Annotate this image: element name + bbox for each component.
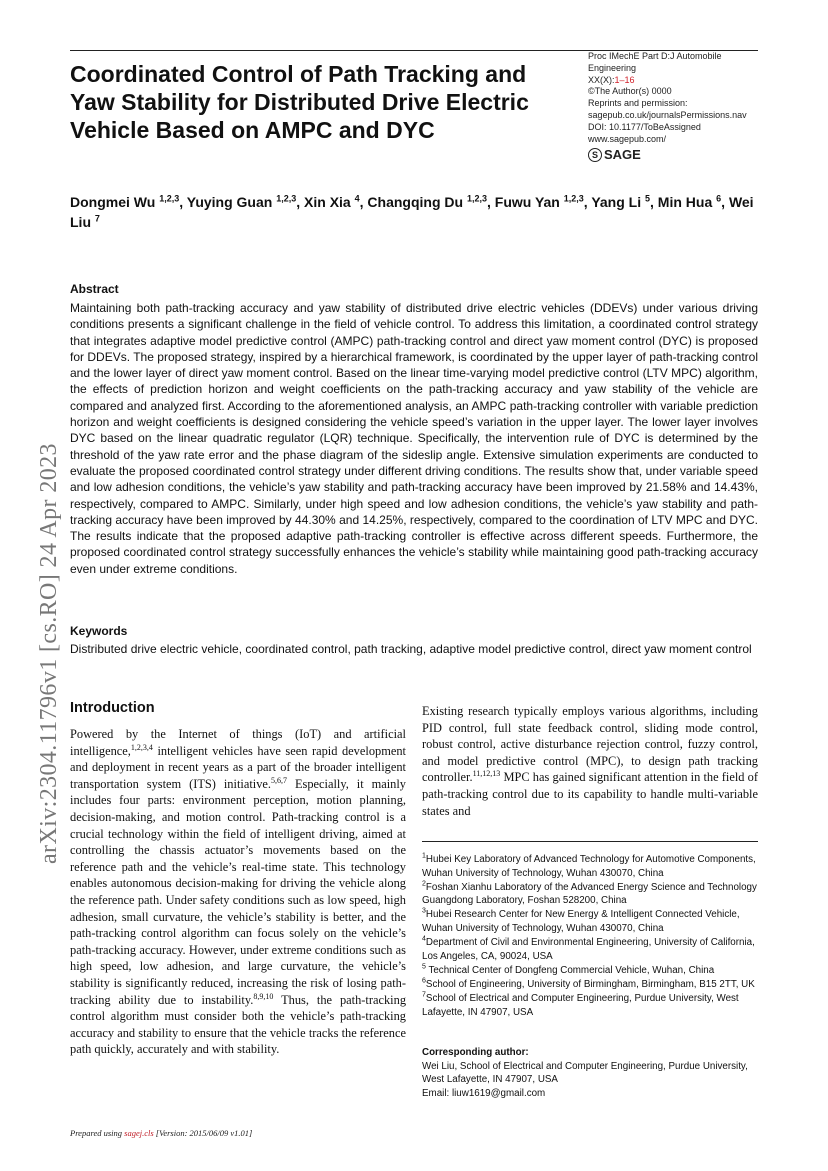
author-affiliation-mark: 4	[354, 193, 360, 204]
intro-paragraph-2: Existing research typically employs various algorithms, including PID control, full state feedback control, sliding mode control, robust control, active disturbance rejection control, fuzzy control, and model predictive control (MPC), to design path tracking controller.$^{11,12,13}$ MPC has gained significant attention in the field of path-tracking control due to its capability to handle multi-variable states and	[422, 704, 758, 818]
corresponding-author	[422, 1046, 762, 1100]
page-footer: Prepared using sagej.cls [Version: 2015/06/09 v1.01]	[70, 1128, 253, 1138]
abstract-text: Maintaining both path-tracking accuracy and yaw stability of distributed drive electric vehicles (DDEVs) under various driving conditions presents a significant challenge in the field of vehicle control. To address this limitation, a coordinated control strategy that integrates adaptive model predictive control (AMPC) path-tracking control and direct yaw moment control (DYC) is proposed for DDEVs. The proposed strategy, inspired by a hierarchical framework, is coordinated by the upper layer of path-tracking control and the lower layer of direct yaw moment control. Based on the linear time-varying model predictive control (LTV MPC) algorithm, the effects of prediction horizon and weight coefficients on the path-tracking accuracy and yaw stability of the vehicle are compared and analyzed first. According to the aforementioned analysis, an AMPC path-tracking controller with variable prediction horizon and weight coefficients is designed considering the vehicle speed’s variation in the upper layer. The lower layer involves DYC based on the linear quadratic regulator (LQR) technique. Specifically, the intervention rule of DYC is determined by the threshold of the yaw rate error and the phase diagram of the sideslip angle. Extensive simulation experiments are conducted to evaluate the proposed coordinated control strategy under different driving conditions. The results show that, under variable speed and low adhesion conditions, the vehicle’s yaw stability and path-tracking accuracy have been improved by 21.58% and 14.43%, respectively, compared to AMPC. Similarly, under high speed and low adhesion conditions, the vehicle’s yaw stability and path-tracking accuracy have been improved by 44.30% and 14.25%, respectively, compared to the coordination of LTV MPC and DYC. The results indicate that the proposed adaptive path-tracking controller is effective across different speeds. Furthermore, the proposed coordinated control strategy successfully enhances the vehicle’s stability while maintaining good path-tracking accuracy even under extreme conditions.	[70, 301, 758, 576]
arxiv-identifier[interactable]: arXiv:2304.11796v1 [cs.RO] 24 Apr 2023	[36, 443, 62, 864]
keywords-heading: Keywords	[70, 624, 128, 638]
issue-pages-link[interactable]: 1–16	[614, 74, 635, 85]
author-affiliation-mark: 1,2,3	[563, 193, 584, 204]
author-affiliation-mark: 1,2,3	[159, 193, 180, 204]
journal-website-link[interactable]: www.sagepub.com/	[588, 133, 667, 144]
citation-ref[interactable]: 1,2,3,4	[130, 742, 153, 752]
author-name: Min Hua $^6$	[657, 193, 722, 210]
affiliation-item: $^7$School of Electrical and Computer Engineering, Purdue University, West Lafayette, IN 47907, USA	[422, 991, 739, 1018]
keywords-text: Distributed drive electric vehicle, coordinated control, path tracking, adaptive model predictive control, direct yaw moment control	[70, 642, 752, 656]
reprints-label: Reprints and permission:	[588, 98, 688, 109]
affiliations-list	[422, 853, 762, 1020]
sage-logo: S SAGE	[588, 147, 641, 162]
corresponding-email[interactable]: Email: liuw1619@gmail.com	[422, 1087, 546, 1099]
journal-name: Proc IMechE Part D:J Automobile Engineering	[588, 51, 722, 73]
sage-logo-icon: S	[588, 148, 602, 162]
affiliation-item: $^6$School of Engineering, University of Birmingham, Birmingham, B15 2TT, UK	[422, 977, 755, 990]
author-name: Xin Xia $^4$	[304, 193, 360, 210]
introduction-heading: Introduction	[70, 700, 155, 716]
author-name: Fuwu Yan $^{1,2,3}$	[494, 193, 584, 210]
reprints-link[interactable]: sagepub.co.uk/journalsPermissions.nav	[588, 109, 747, 120]
doi: DOI: 10.1177/ToBeAssigned	[588, 121, 701, 132]
author-affiliation-mark: 6	[716, 193, 722, 204]
affiliation-item: $^4$Department of Civil and Environmental Engineering, University of California, Los Angeles, CA, 90024, USA	[422, 935, 755, 962]
author-affiliation-mark: 1,2,3	[466, 193, 487, 204]
author-name: Yang Li $^5$	[591, 193, 651, 210]
citation-ref[interactable]: 11,12,13	[472, 769, 501, 779]
corresponding-text: Wei Liu, School of Electrical and Computer Engineering, Purdue University, West Lafayette, IN 47907, USA	[422, 1060, 748, 1086]
corresponding-heading: Corresponding author:	[422, 1047, 529, 1058]
citation-ref[interactable]: 8,9,10	[253, 991, 274, 1001]
author-name: Dongmei Wu $^{1,2,3}$	[70, 193, 180, 210]
citation-ref[interactable]: 5,6,7	[271, 775, 288, 785]
affiliation-item: $^5$ Technical Center of Dongfeng Commercial Vehicle, Wuhan, China	[422, 963, 715, 976]
affiliation-item: $^2$Foshan Xianhu Laboratory of the Advanced Energy Science and Technology Guangdong Laboratory, Foshan 528200, China	[422, 880, 757, 907]
author-affiliation-mark: 7	[94, 213, 100, 224]
affiliation-item: $^3$Hubei Research Center for New Energy & Intelligent Connected Vehicle, Wuhan University of Technology, Wuhan 430070, China	[422, 908, 740, 934]
author-name: Changqing Du $^{1,2,3}$	[367, 193, 487, 210]
journal-issue: XX(X):1–16	[588, 74, 635, 85]
author-name: Wei Liu $^7$	[70, 194, 754, 230]
cls-link[interactable]: sagej.cls	[124, 1128, 154, 1138]
journal-meta	[588, 51, 763, 145]
footnote-rule	[422, 841, 758, 842]
author-list: Dongmei Wu $^{1,2,3}$, Yuying Guan $^{1,2,3}$, Xin Xia $^4$, Changqing Du $^{1,2,3}$, Fuwu Yan $^{1,2,3}$, Yang Li $^5$, Min Hua $^6$, Wei Liu $^7$	[70, 193, 754, 230]
affiliation-item: $^1$Hubei Key Laboratory of Advanced Technology for Automotive Components, Wuhan University of Technology, Wuhan 430070, China	[422, 852, 756, 879]
author-affiliation-mark: 5	[645, 193, 651, 204]
paper-title: Coordinated Control of Path Tracking and Yaw Stability for Distributed Drive Electric Vehicle Based on AMPC and DYC	[70, 61, 529, 143]
author-affiliation-mark: 1,2,3	[276, 193, 297, 204]
author-name: Yuying Guan $^{1,2,3}$	[186, 193, 297, 210]
intro-paragraph-1: Powered by the Internet of things (IoT) and artificial intelligence,$^{1,2,3,4}$ intelligent vehicles have seen rapid development and deployment in recent years as a part of the broader intelligent transportation system (ITS) initiative.$^{5,6,7}$ Especially, it mainly includes four parts: environment perception, motion planning, decision-making, and motion control. Path-tracking control is a crucial technology within the field of intelligent driving, aimed at controlling the chassis actuator’s movements based on the reference path and the vehicle’s real-time state. This technology enables autonomous decision-making for driving the vehicle along the reference path. Under safety conditions such as low speed, high adhesion, small curvature, the vehicle’s stability is better, and the path-tracking control algorithm can focus solely on the vehicle’s path-tracking accuracy. However, under extreme conditions such as high speed, low adhesion, and large curvature, the vehicle’s stability is significantly reduced, increasing the risk of losing path-tracking ability due to instability.$^{8,9,10}$ Thus, the path-tracking control algorithm must consider both the vehicle’s path-tracking accuracy and stability to ensure that the vehicle tracks the reference path quickly, accurately and with stability.	[70, 727, 407, 1057]
abstract-heading: Abstract	[70, 282, 119, 296]
copyright: ©The Author(s) 0000	[588, 86, 672, 97]
